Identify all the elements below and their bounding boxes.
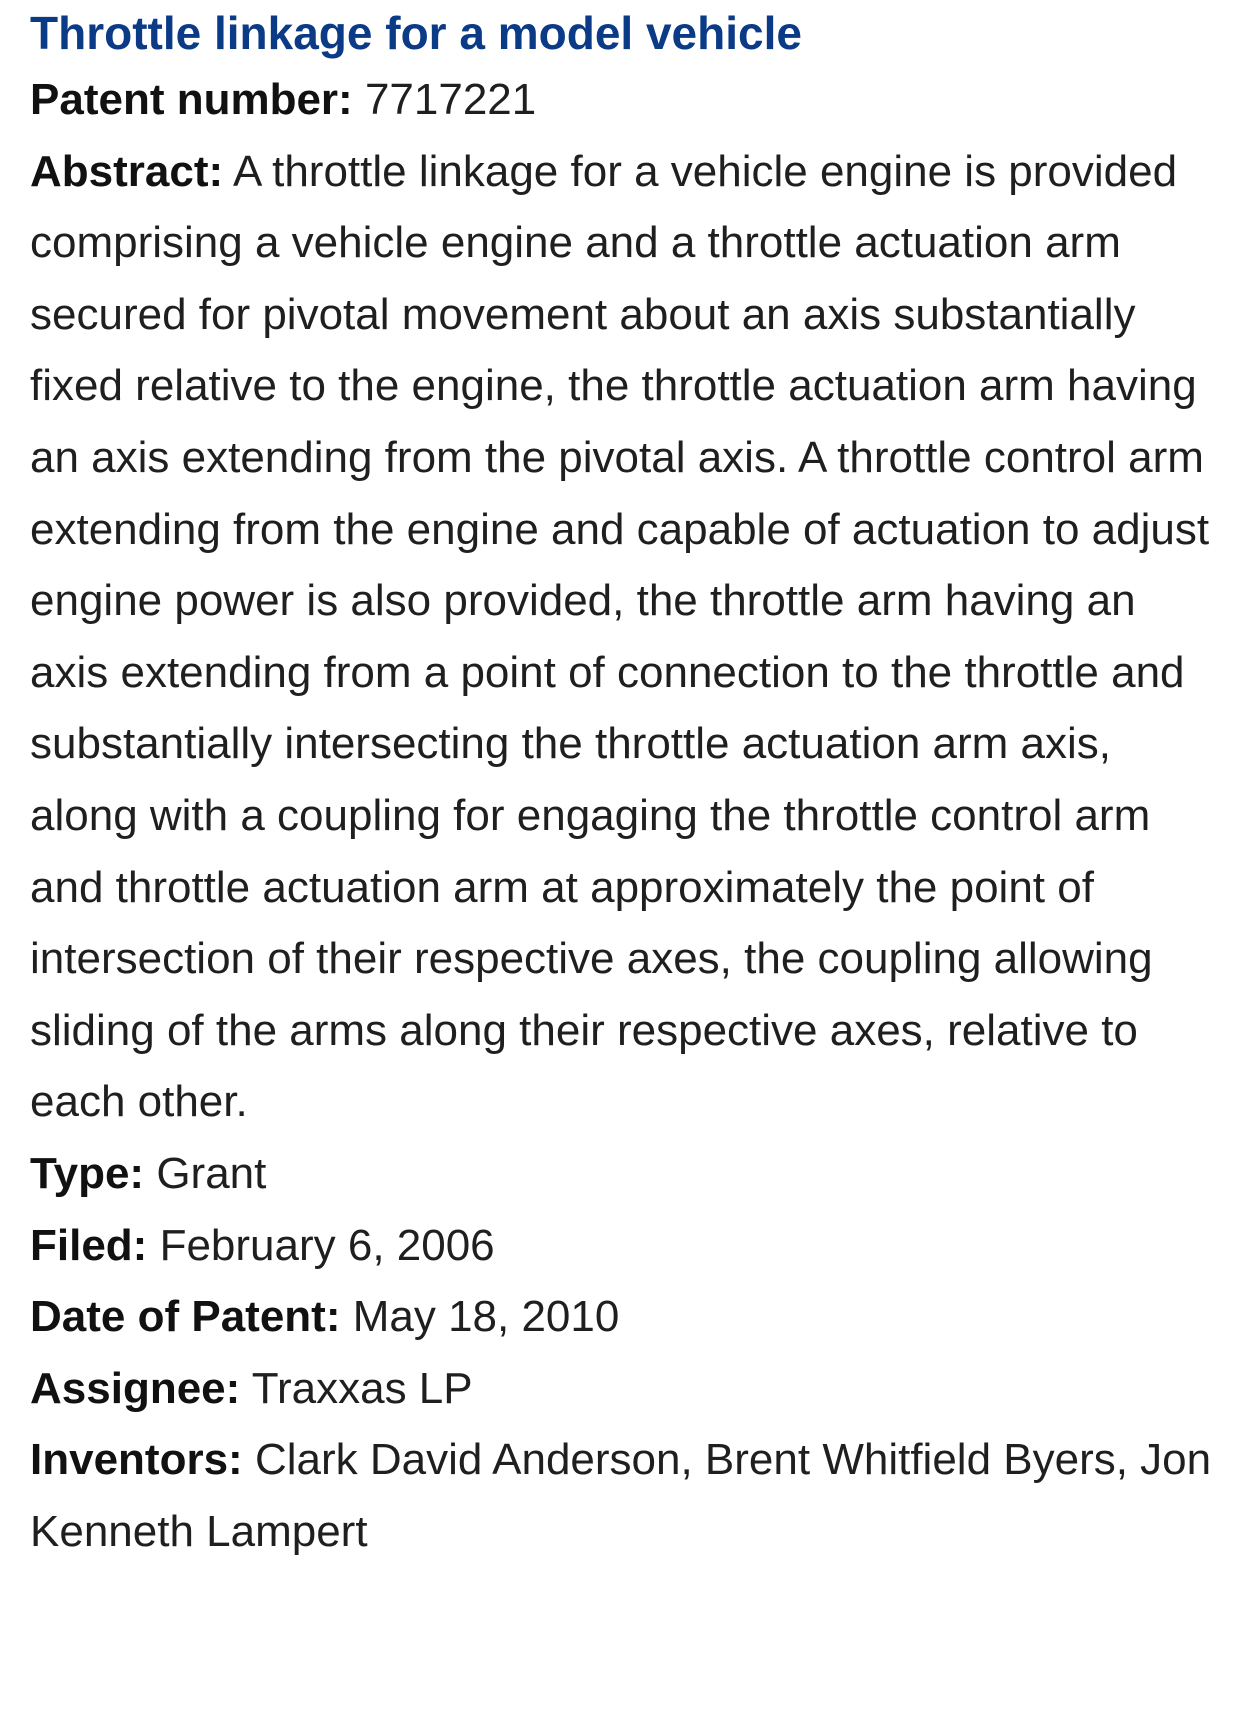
date-of-patent-label: Date of Patent:	[30, 1292, 341, 1342]
type-field	[30, 1138, 1212, 1210]
patent-number-value: 7717221	[364, 75, 537, 124]
assignee-value: Traxxas LP	[251, 1363, 473, 1413]
inventors-field	[30, 1424, 1212, 1567]
patent-title-link[interactable]: Throttle linkage for a model vehicle	[30, 7, 802, 59]
abstract-field	[30, 136, 1212, 1138]
abstract-text: A throttle linkage for a vehicle engine is provided comprising a vehicle engine and a throttle actuation arm secured for pivotal movement about an axis substantially fixed relative to the engine, the throttle actuation arm having an axis extending from the pivotal axis. A throttle control arm extending from the engine and capable of actuation to adjust engine power is also provided, the throttle arm having an axis extending from a point of connection to the throttle and substantially intersecting the throttle actuation arm axis, along with a coupling for engaging the throttle control arm and throttle actuation arm at approximately the point of intersection of their respective axes, the coupling allowing sliding of the arms along their respective axes, relative to each other.	[30, 146, 1210, 1127]
filed-value: February 6, 2006	[159, 1220, 495, 1270]
date-of-patent-field	[30, 1281, 1212, 1353]
patent-number-field	[30, 64, 1212, 136]
abstract-label: Abstract:	[30, 146, 224, 196]
inventors-value: Clark David Anderson, Brent Whitfield Byers, Jon Kenneth Lampert	[30, 1435, 1212, 1556]
inventors-label: Inventors:	[30, 1435, 243, 1485]
assignee-label: Assignee:	[30, 1363, 241, 1413]
filed-label: Filed:	[30, 1220, 148, 1270]
type-label: Type:	[30, 1148, 145, 1198]
date-of-patent-value: May 18, 2010	[352, 1292, 620, 1342]
filed-field	[30, 1210, 1212, 1282]
type-value: Grant	[156, 1148, 267, 1198]
assignee-field	[30, 1353, 1212, 1425]
patent-number-label: Patent number:	[30, 75, 353, 124]
